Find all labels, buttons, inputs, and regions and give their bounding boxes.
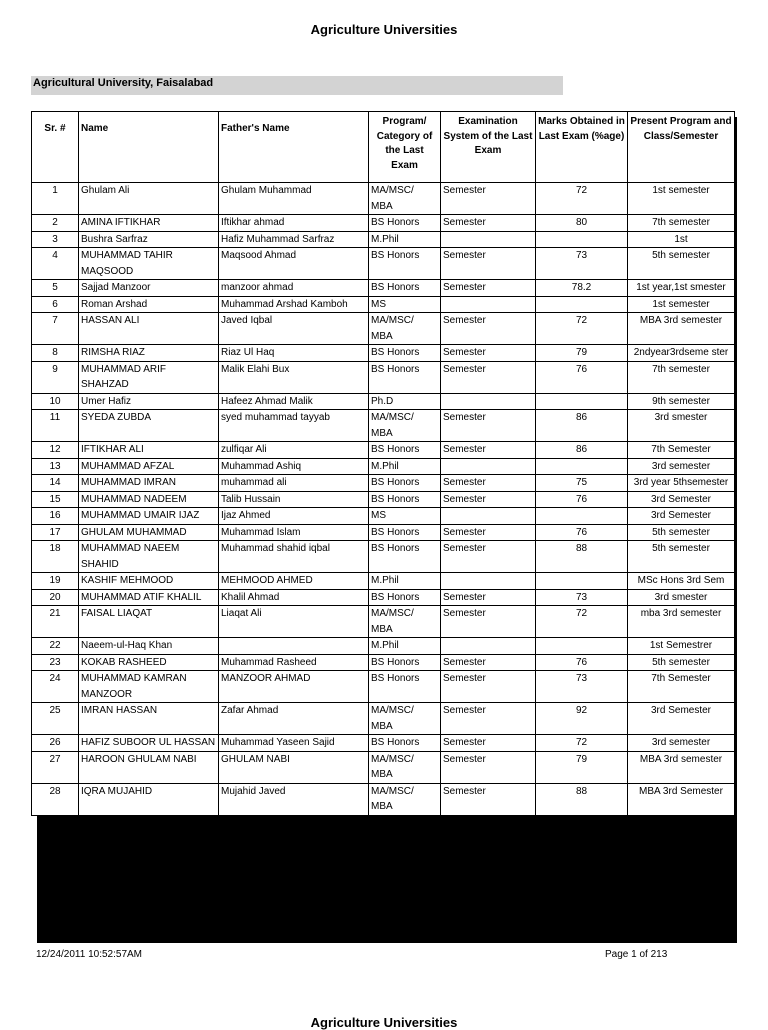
cell-program: MA/MSC/ MBA [369,703,441,735]
cell-marks: 86 [536,410,628,442]
cell-sr: 23 [32,654,79,671]
table-row [32,491,735,508]
cell-program: MA/MSC/ MBA [369,313,441,345]
cell-father: Ijaz Ahmed [219,508,369,525]
cell-name: MUHAMMAD UMAIR IJAZ [79,508,219,525]
cell-program: BS Honors [369,361,441,393]
cell-father: Hafiz Muhammad Sarfraz [219,231,369,248]
cell-present: MBA 3rd semester [628,313,735,345]
table-row [32,606,735,638]
cell-exam-system [441,638,536,655]
cell-exam-system: Semester [441,361,536,393]
header-row [32,112,735,183]
cell-name: MUHAMMAD NADEEM [79,491,219,508]
cell-father: Riaz Ul Haq [219,345,369,362]
cell-marks [536,508,628,525]
cell-father: muhammad ali [219,475,369,492]
cell-exam-system: Semester [441,215,536,232]
table-row [32,280,735,297]
cell-father: MEHMOOD AHMED [219,573,369,590]
cell-marks: 72 [536,313,628,345]
cell-father: Ghulam Muhammad [219,183,369,215]
university-name: Agricultural University, Faisalabad [33,77,214,89]
cell-program: BS Honors [369,524,441,541]
cell-father: Muhammad Islam [219,524,369,541]
footer-datetime: 12/24/2011 10:52:57AM [36,949,143,960]
cell-name: Roman Arshad [79,296,219,313]
cell-name: Ghulam Ali [79,183,219,215]
cell-present: MSc Hons 3rd Sem [628,573,735,590]
cell-sr: 11 [32,410,79,442]
table-row [32,524,735,541]
cell-present: 3rd smester [628,410,735,442]
table-row [32,541,735,573]
cell-present: 3rd Semester [628,491,735,508]
cell-sr: 1 [32,183,79,215]
cell-father: Zafar Ahmad [219,703,369,735]
cell-program: BS Honors [369,215,441,232]
cell-sr: 6 [32,296,79,313]
cell-present: 7th Semester [628,671,735,703]
cell-father: Iftikhar ahmad [219,215,369,232]
header-exam-system: Examination System of the Last Exam [441,112,536,183]
cell-father: syed muhammad tayyab [219,410,369,442]
table-row [32,393,735,410]
cell-present: 3rd smester [628,589,735,606]
cell-program: BS Honors [369,442,441,459]
cell-present: 3rd year 5thsemester [628,475,735,492]
cell-exam-system: Semester [441,703,536,735]
cell-name: MUHAMMAD IMRAN [79,475,219,492]
cell-father: Javed Iqbal [219,313,369,345]
cell-name: MUHAMMAD ARIF SHAHZAD [79,361,219,393]
cell-father: zulfiqar Ali [219,442,369,459]
table-row [32,475,735,492]
cell-exam-system: Semester [441,735,536,752]
cell-name: KOKAB RASHEED [79,654,219,671]
cell-marks: 73 [536,248,628,280]
cell-marks: 79 [536,751,628,783]
cell-father: Muhammad shahid iqbal [219,541,369,573]
table-row [32,296,735,313]
cell-present: 1st Semestrer [628,638,735,655]
cell-name: MUHAMMAD KAMRAN MANZOOR [79,671,219,703]
cell-name: Sajjad Manzoor [79,280,219,297]
cell-sr: 19 [32,573,79,590]
cell-marks [536,231,628,248]
cell-present: 2ndyear3rdseme ster [628,345,735,362]
cell-sr: 25 [32,703,79,735]
cell-marks: 76 [536,491,628,508]
cell-father: Muhammad Rasheed [219,654,369,671]
header-sr: Sr. # [32,112,79,183]
table-row [32,361,735,393]
cell-program: MA/MSC/ MBA [369,783,441,815]
cell-present: 3rd semester [628,735,735,752]
cell-sr: 20 [32,589,79,606]
cell-sr: 28 [32,783,79,815]
cell-name: Umer Hafiz [79,393,219,410]
cell-sr: 2 [32,215,79,232]
cell-marks: 86 [536,442,628,459]
cell-sr: 16 [32,508,79,525]
cell-exam-system: Semester [441,475,536,492]
cell-exam-system: Semester [441,248,536,280]
cell-name: HAROON GHULAM NABI [79,751,219,783]
cell-father: Hafeez Ahmad Malik [219,393,369,410]
cell-present: 7th semester [628,215,735,232]
cell-sr: 13 [32,458,79,475]
cell-marks: 76 [536,654,628,671]
cell-present: 3rd semester [628,458,735,475]
cell-exam-system: Semester [441,280,536,297]
cell-present: mba 3rd semester [628,606,735,638]
cell-name: RIMSHA RIAZ [79,345,219,362]
table-row [32,345,735,362]
cell-father: Maqsood Ahmad [219,248,369,280]
cell-program: MA/MSC/ MBA [369,410,441,442]
table-row [32,313,735,345]
cell-father: Muhammad Arshad Kamboh [219,296,369,313]
cell-father [219,638,369,655]
cell-present: 3rd Semester [628,508,735,525]
cell-name: Bushra Sarfraz [79,231,219,248]
cell-name: IFTIKHAR ALI [79,442,219,459]
cell-present: 1st [628,231,735,248]
table-row [32,783,735,815]
cell-sr: 5 [32,280,79,297]
cell-exam-system: Semester [441,589,536,606]
table-row [32,231,735,248]
cell-exam-system [441,393,536,410]
cell-exam-system: Semester [441,606,536,638]
table-row [32,751,735,783]
table-row [32,703,735,735]
table-row [32,215,735,232]
cell-name: MUHAMMAD AFZAL [79,458,219,475]
table-row [32,248,735,280]
students-table [31,111,735,816]
cell-program: BS Honors [369,541,441,573]
cell-name: IMRAN HASSAN [79,703,219,735]
cell-name: HASSAN ALI [79,313,219,345]
cell-marks: 79 [536,345,628,362]
cell-exam-system [441,508,536,525]
cell-present: 5th semester [628,248,735,280]
cell-present: MBA 3rd semester [628,751,735,783]
cell-sr: 9 [32,361,79,393]
cell-marks: 92 [536,703,628,735]
cell-program: M.Phil [369,573,441,590]
cell-marks: 73 [536,589,628,606]
header-name: Name [79,112,219,183]
cell-sr: 4 [32,248,79,280]
cell-present: 1st semester [628,183,735,215]
table-row [32,654,735,671]
page-title: Agriculture Universities [310,22,458,37]
cell-father: Liaqat Ali [219,606,369,638]
cell-father: Malik Elahi Bux [219,361,369,393]
cell-program: BS Honors [369,671,441,703]
cell-father: Talib Hussain [219,491,369,508]
cell-exam-system: Semester [441,410,536,442]
cell-father: GHULAM NABI [219,751,369,783]
cell-marks: 76 [536,524,628,541]
cell-name: FAISAL LIAQAT [79,606,219,638]
cell-marks: 75 [536,475,628,492]
cell-present: 5th semester [628,654,735,671]
cell-exam-system: Semester [441,345,536,362]
cell-exam-system [441,573,536,590]
cell-marks [536,458,628,475]
cell-name: KASHIF MEHMOOD [79,573,219,590]
cell-program: BS Honors [369,654,441,671]
cell-marks: 72 [536,735,628,752]
cell-sr: 21 [32,606,79,638]
table-body [32,183,735,816]
cell-program: MA/MSC/ MBA [369,751,441,783]
cell-marks: 76 [536,361,628,393]
cell-marks: 72 [536,183,628,215]
table-row [32,508,735,525]
cell-exam-system [441,231,536,248]
cell-present: 9th semester [628,393,735,410]
cell-name: MUHAMMAD ATIF KHALIL [79,589,219,606]
header-present: Present Program and Class/Semester [628,112,735,183]
cell-marks [536,573,628,590]
cell-marks: 88 [536,541,628,573]
cell-exam-system [441,458,536,475]
cell-father: Khalil Ahmad [219,589,369,606]
cell-present: MBA 3rd Semester [628,783,735,815]
cell-exam-system: Semester [441,541,536,573]
cell-present: 7th Semester [628,442,735,459]
cell-program: MS [369,296,441,313]
cell-marks: 88 [536,783,628,815]
cell-father: Muhammad Yaseen Sajid [219,735,369,752]
table-row [32,458,735,475]
cell-present: 3rd Semester [628,703,735,735]
cell-father: MANZOOR AHMAD [219,671,369,703]
cell-marks: 80 [536,215,628,232]
cell-sr: 8 [32,345,79,362]
cell-name: SYEDA ZUBDA [79,410,219,442]
cell-name: GHULAM MUHAMMAD [79,524,219,541]
cell-exam-system: Semester [441,671,536,703]
cell-exam-system: Semester [441,751,536,783]
cell-program: M.Phil [369,231,441,248]
cell-exam-system: Semester [441,654,536,671]
cell-exam-system: Semester [441,442,536,459]
cell-present: 5th semester [628,524,735,541]
header-program: Program/ Category of the Last Exam [369,112,441,183]
cell-sr: 12 [32,442,79,459]
cell-program: M.Phil [369,638,441,655]
cell-program: M.Phil [369,458,441,475]
header-marks: Marks Obtained in Last Exam (%age) [536,112,628,183]
cell-exam-system: Semester [441,491,536,508]
cell-program: BS Honors [369,248,441,280]
cell-sr: 15 [32,491,79,508]
header-father: Father's Name [219,112,369,183]
cell-present: 5th semester [628,541,735,573]
cell-sr: 3 [32,231,79,248]
cell-name: MUHAMMAD NAEEM SHAHID [79,541,219,573]
cell-name: IQRA MUJAHID [79,783,219,815]
footer-page-number: Page 1 of 213 [605,949,668,960]
cell-marks: 73 [536,671,628,703]
table-row [32,735,735,752]
cell-exam-system: Semester [441,783,536,815]
cell-exam-system [441,296,536,313]
cell-present: 1st year,1st smester [628,280,735,297]
cell-exam-system: Semester [441,183,536,215]
cell-marks [536,638,628,655]
cell-sr: 22 [32,638,79,655]
cell-present: 1st semester [628,296,735,313]
cell-program: BS Honors [369,280,441,297]
cell-sr: 10 [32,393,79,410]
cell-sr: 27 [32,751,79,783]
cell-program: BS Honors [369,589,441,606]
cell-sr: 14 [32,475,79,492]
cell-program: MS [369,508,441,525]
cell-program: BS Honors [369,345,441,362]
cell-present: 7th semester [628,361,735,393]
cell-father: manzoor ahmad [219,280,369,297]
table-row [32,442,735,459]
cell-sr: 26 [32,735,79,752]
table-row [32,638,735,655]
cell-father: Muhammad Ashiq [219,458,369,475]
cell-program: BS Honors [369,491,441,508]
cell-name: AMINA IFTIKHAR [79,215,219,232]
cell-name: MUHAMMAD TAHIR MAQSOOD [79,248,219,280]
table-row [32,671,735,703]
cell-marks: 78.2 [536,280,628,297]
cell-name: HAFIZ SUBOOR UL HASSAN [79,735,219,752]
cell-sr: 18 [32,541,79,573]
cell-sr: 7 [32,313,79,345]
cell-program: BS Honors [369,735,441,752]
table-row [32,183,735,215]
cell-marks [536,393,628,410]
cell-exam-system: Semester [441,524,536,541]
table-row [32,410,735,442]
cell-exam-system: Semester [441,313,536,345]
cell-marks [536,296,628,313]
table-row [32,589,735,606]
cell-program: Ph.D [369,393,441,410]
cell-sr: 17 [32,524,79,541]
cell-name: Naeem-ul-Haq Khan [79,638,219,655]
cell-marks: 72 [536,606,628,638]
cell-sr: 24 [32,671,79,703]
table-row [32,573,735,590]
cell-program: BS Honors [369,475,441,492]
cell-program: MA/MSC/ MBA [369,183,441,215]
next-page-title: Agriculture Universities [310,1015,458,1030]
cell-program: MA/MSC/ MBA [369,606,441,638]
cell-father: Mujahid Javed [219,783,369,815]
